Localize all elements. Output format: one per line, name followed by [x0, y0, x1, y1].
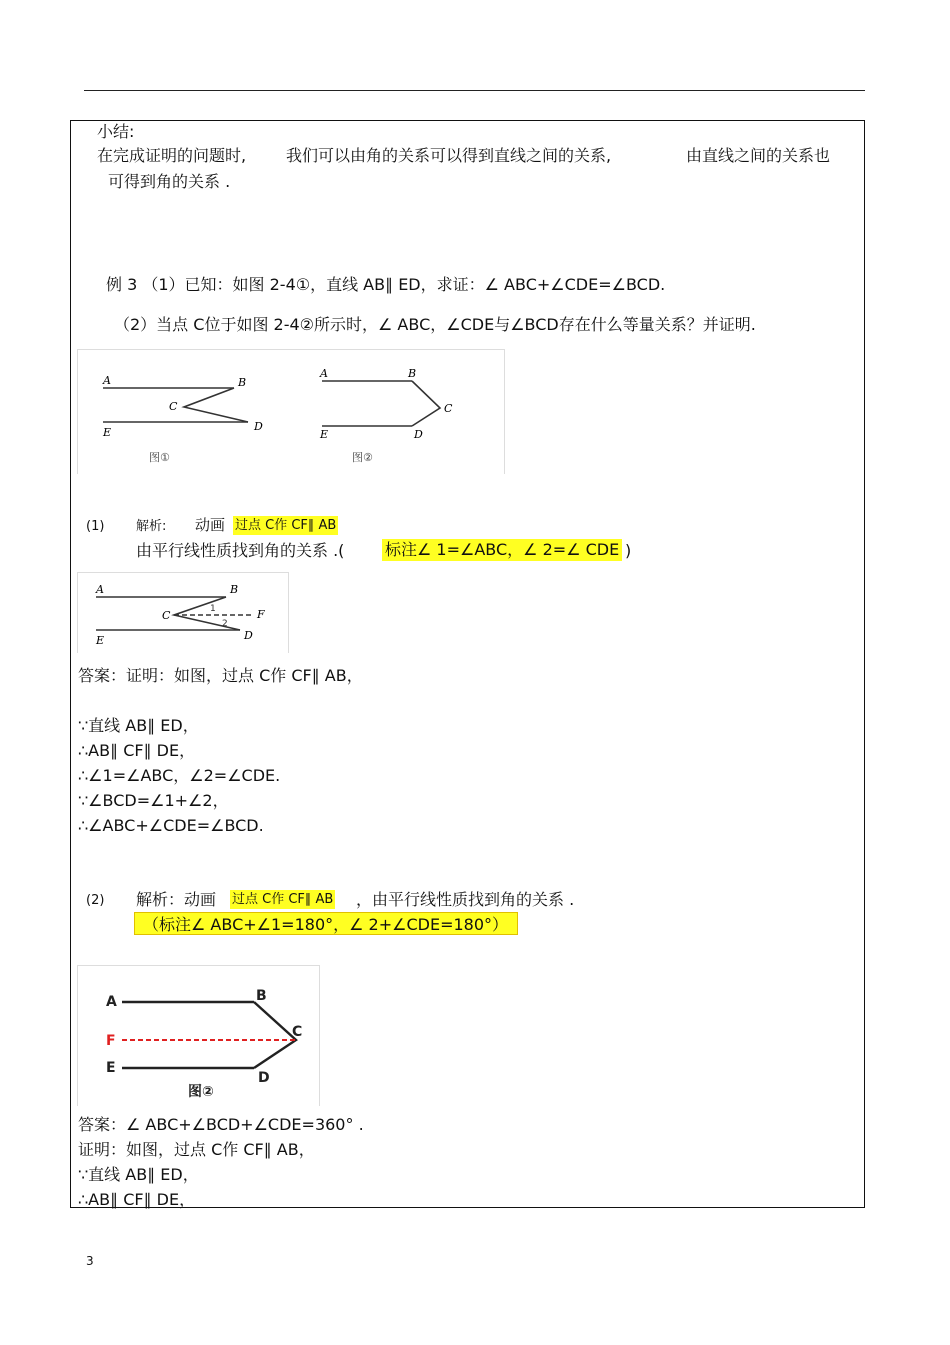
fig4-label-e: E: [106, 1060, 116, 1076]
part1-anim-highlight: 过点 C作 CF∥ AB: [235, 518, 337, 533]
summary-heading: 小结:: [97, 122, 135, 141]
summary-line2: 可得到角的关系 .: [108, 172, 231, 191]
figure-2-4-svg: [78, 350, 504, 474]
part2-number: (2): [86, 893, 105, 908]
fig2-label-b: B: [408, 367, 417, 380]
part1-anim-prefix: 动画: [195, 516, 226, 534]
fig2-label-d: D: [414, 428, 423, 441]
fig4-label-d: D: [258, 1070, 270, 1086]
fig2-label-c: C: [444, 402, 453, 415]
summary-line1b: 我们可以由角的关系可以得到直线之间的关系,: [286, 146, 612, 165]
part2-anim-highlight: 过点 C作 CF∥ AB: [232, 892, 334, 907]
answer1-step-4: ∵∠BCD=∠1+∠2，: [78, 791, 229, 810]
fig1-label-a: A: [103, 374, 111, 387]
fig3-label-c: C: [162, 609, 171, 622]
fig4-label-c: C: [292, 1024, 303, 1040]
part1-analysis-label: 解析:: [136, 519, 167, 534]
part1-number: (1): [86, 519, 105, 534]
fig3-label-a: A: [96, 583, 104, 596]
figure-2-4: [77, 349, 505, 474]
answer2-line1: 答案：∠ ABC+∠BCD+∠CDE=360° .: [78, 1115, 364, 1134]
answer1-intro: 答案：证明：如图，过点 C作 CF∥ AB，: [78, 666, 363, 685]
answer2-line3: ∵直线 AB∥ ED，: [78, 1165, 199, 1184]
example-question-2: （2）当点 C位于如图 2-4②所示时，∠ ABC，∠CDE与∠BCD存在什么等量关系？并证明.: [114, 315, 756, 334]
part2-analysis-prefix: 解析：动画: [136, 890, 217, 909]
figure-part2-svg: [78, 966, 319, 1106]
fig4-label-f: F: [106, 1033, 116, 1049]
example-question-1: 例 3 （1）已知：如图 2-4①，直线 AB∥ ED，求证：∠ ABC+∠CDE=∠BCD.: [106, 275, 666, 294]
fig3-label-e: E: [96, 634, 105, 647]
answer1-step-1: ∵直线 AB∥ ED，: [78, 716, 199, 735]
answer1-step-5: ∴∠ABC+∠CDE=∠BCD.: [78, 816, 264, 835]
fig2-label-e: E: [320, 428, 329, 441]
summary-line1c: 由直线之间的关系也: [686, 146, 831, 165]
answer1-step-3: ∴∠1=∠ABC，∠2=∠CDE.: [78, 766, 281, 785]
figure-part1: [77, 572, 289, 653]
fig2-label-a: A: [320, 367, 328, 380]
fig3-label-f: F: [257, 608, 265, 621]
answer2-line2: 证明：如图，过点 C作 CF∥ AB，: [78, 1140, 315, 1159]
fig3-label-b: B: [230, 583, 239, 596]
answer2-line4: ∴AB∥ CF∥ DE，: [78, 1190, 196, 1209]
part1-line2-suffix: ): [625, 541, 632, 560]
part1-line2-prefix: 由平行线性质找到角的关系 .(: [136, 541, 345, 560]
fig4-label-b: B: [256, 988, 267, 1004]
page-number: 3: [86, 1254, 94, 1268]
fig4-label-a: A: [106, 994, 117, 1010]
fig1-label-d: D: [254, 420, 263, 433]
fig1-label-e: E: [103, 426, 112, 439]
figure-part1-svg: [78, 573, 288, 653]
summary-line1a: 在完成证明的问题时,: [97, 146, 247, 165]
fig4-caption: 图②: [188, 1084, 214, 1100]
answer1-step-2: ∴AB∥ CF∥ DE，: [78, 741, 196, 760]
fig3-angle-2: 2: [222, 619, 228, 629]
fig3-angle-1: 1: [210, 604, 216, 614]
part1-line2-highlight: 标注∠ 1=∠ABC，∠ 2=∠ CDE: [382, 539, 622, 561]
part2-mark-highlight: （标注∠ ABC+∠1=180°，∠ 2+∠CDE=180°）: [134, 912, 518, 935]
figure-part2: [77, 965, 320, 1106]
fig1-label-c: C: [169, 400, 178, 413]
header-rule: [84, 90, 865, 91]
fig1-label-b: B: [238, 376, 247, 389]
fig3-label-d: D: [244, 629, 253, 642]
part2-analysis-suffix: ，由平行线性质找到角的关系 .: [356, 890, 575, 909]
fig2-caption: 图②: [352, 451, 373, 464]
fig1-caption: 图①: [149, 451, 170, 464]
